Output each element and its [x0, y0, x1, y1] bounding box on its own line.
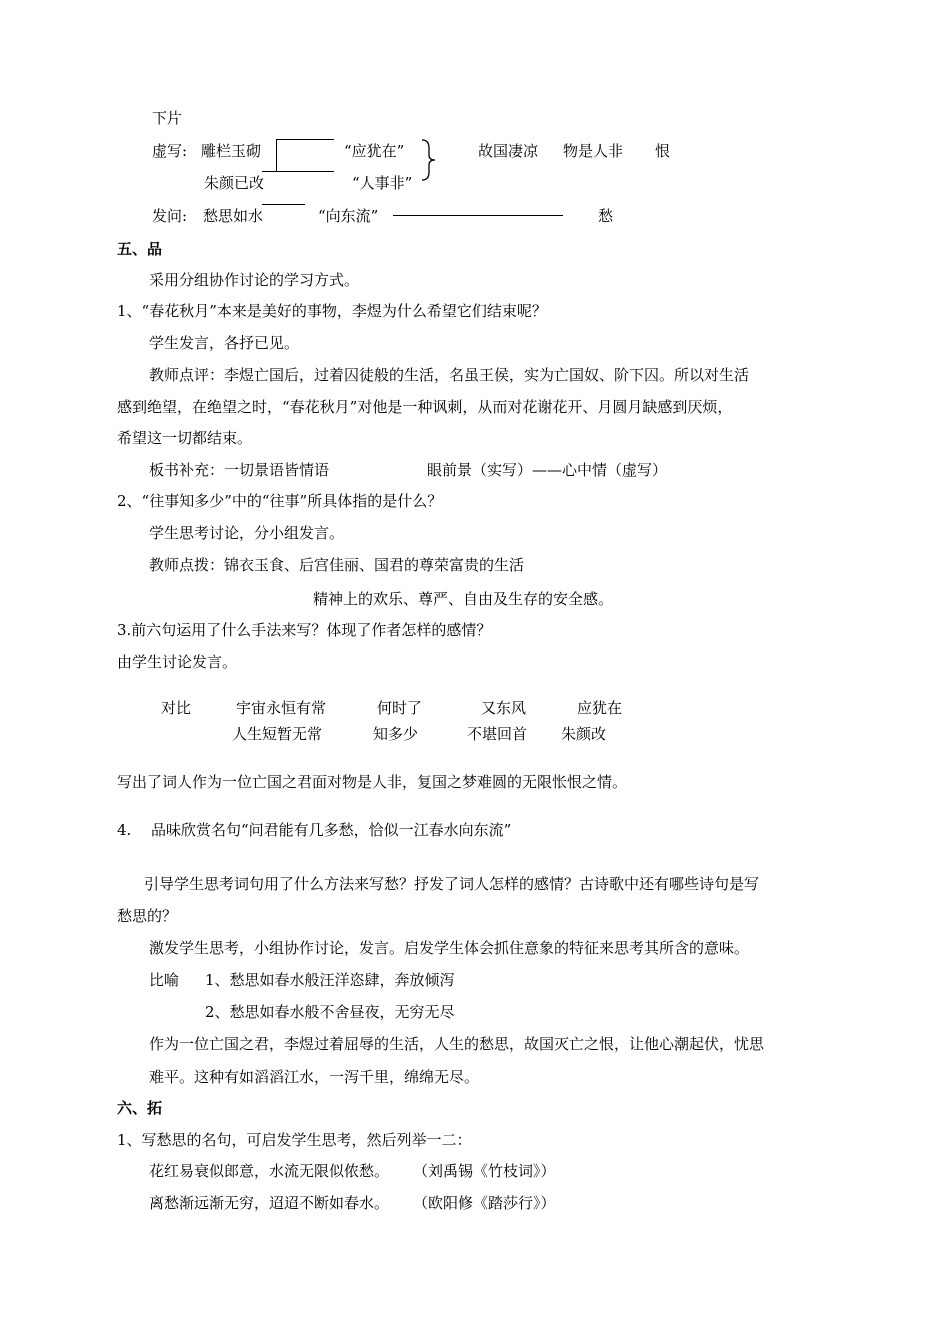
paragraph: 学生思考讨论，分小组发言。: [149, 524, 345, 542]
metaphor-item: 1、愁思如春水般汪洋恣肆，奔放倾泻: [205, 971, 455, 989]
row3-quote: “向东流”: [318, 207, 379, 225]
paragraph: 精神上的欢乐、尊严、自由及生存的安全感。: [313, 590, 614, 608]
contrast-label: 对比: [161, 699, 192, 717]
paragraph: 写出了词人作为一位亡国之君面对物是人非，复国之梦难圆的无限怅恨之情。: [117, 773, 628, 791]
connector-line: [393, 215, 563, 216]
poem-source: （欧阳修《踏莎行》）: [413, 1194, 556, 1212]
paragraph: 难平。这种有如滔滔江水，一泻千里，绵绵无尽。: [149, 1068, 480, 1086]
poem-source: （刘禹锡《竹枝词》）: [413, 1162, 556, 1180]
question: 1、写愁思的名句，可启发学生思考，然后列举一二：: [117, 1131, 472, 1149]
poem-line: 花红易衰似郎意，水流无限似侬愁。: [149, 1162, 390, 1180]
row3-label: 发问:: [152, 207, 188, 225]
section-heading: 五、品: [117, 240, 163, 258]
contrast-cell: 不堪回首: [467, 725, 528, 743]
contrast-cell: 应犹在: [577, 699, 623, 717]
contrast-cell: 何时了: [377, 699, 423, 717]
question-number: 4.: [117, 821, 132, 839]
paragraph: 采用分组协作讨论的学习方式。: [149, 271, 360, 289]
paragraph: 教师点拨：锦衣玉食、后宫佳丽、国君的尊荣富贵的生活: [149, 556, 525, 574]
row2-quote: “人事非”: [352, 174, 413, 192]
row1-result2: 物是人非: [563, 142, 624, 160]
connector-line: [262, 171, 334, 172]
contrast-cell: 人生短暂无常: [232, 725, 323, 743]
paragraph: 愁思的？: [117, 907, 178, 925]
paragraph: 希望这一切都结束。: [117, 429, 253, 447]
row1-item: 雕栏玉砌: [201, 142, 262, 160]
question: 2、“往事知多少”中的“往事”所具体指的是什么？: [117, 492, 443, 510]
structure-label: 下片: [152, 109, 183, 127]
connector-line: [277, 139, 334, 140]
contrast-cell: 宇宙永恒有常: [236, 699, 327, 717]
question: 品味欣赏名句“问君能有几多愁，恰似一江春水向东流”: [151, 821, 512, 839]
paragraph: 作为一位亡国之君，李煜过着屈辱的生活，人生的愁思，故国灭亡之恨，让他心潮起伏，忧思: [149, 1035, 765, 1053]
row3-emotion: 愁: [598, 207, 614, 225]
paragraph: 教师点评：李煜亡国后，过着囚徒般的生活，名虽王侯，实为亡国奴、阶下囚。所以对生活: [149, 366, 750, 384]
paragraph: 引导学生思考词句用了什么方法来写愁？抒发了词人怎样的感情？古诗歌中还有哪些诗句是写: [144, 875, 760, 893]
row2-item: 朱颜已改: [204, 174, 265, 192]
row1-result: 故国凄凉: [478, 142, 539, 160]
row1-quote: “应犹在”: [344, 142, 405, 160]
row1-emotion: 恨: [655, 142, 671, 160]
board-note: 板书补充：一切景语皆情语: [149, 461, 330, 479]
poem-line: 离愁渐远渐无穷，迢迢不断如春水。: [149, 1194, 390, 1212]
paragraph: 学生发言，各抒已见。: [149, 334, 300, 352]
contrast-cell: 知多少: [373, 725, 419, 743]
paragraph: 激发学生思考，小组协作讨论，发言。启发学生体会抓住意象的特征来思考其所含的意味。: [149, 939, 750, 957]
paragraph: 感到绝望，在绝望之时，“春花秋月”对他是一种讽刺，从而对花谢花开、月圆月缺感到厌烦，: [117, 398, 733, 416]
question: 1、“春花秋月”本来是美好的事物，李煜为什么希望它们结束呢？: [117, 302, 547, 320]
row3-item: 愁思如水: [203, 207, 264, 225]
contrast-cell: 朱颜改: [561, 725, 607, 743]
row1-label: 虚写:: [152, 142, 188, 160]
paragraph: 由学生讨论发言。: [117, 653, 238, 671]
question: 3.前六句运用了什么手法来写？体现了作者怎样的感情？: [117, 621, 492, 639]
board-note: 眼前景（实写）——心中情（虚写）: [427, 461, 668, 479]
connector-line: [262, 204, 305, 205]
contrast-cell: 又东风: [481, 699, 527, 717]
metaphor-item: 2、愁思如春水般不舍昼夜，无穷无尽: [205, 1003, 455, 1021]
section-heading: 六、拓: [117, 1099, 163, 1117]
metaphor-label: 比喻: [149, 971, 180, 989]
right-brace-icon: [420, 138, 440, 182]
connector-vertical: [276, 139, 277, 172]
